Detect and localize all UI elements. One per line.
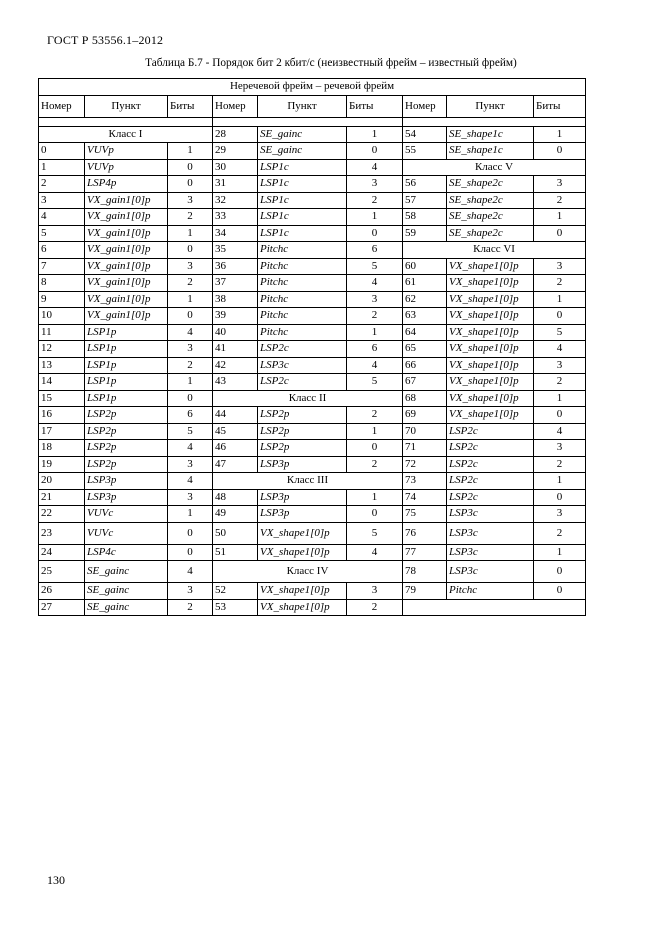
bit-index: 5: [168, 423, 213, 440]
bit-index: 3: [168, 192, 213, 209]
item-name: LSP1p: [85, 341, 168, 358]
row-number: 52: [213, 583, 258, 600]
table-row: [39, 242, 586, 259]
bit-index: 3: [168, 258, 213, 275]
bit-index: 0: [347, 440, 403, 457]
item-name: VX_gain1[0]p: [85, 225, 168, 242]
bit-index: 3: [168, 583, 213, 600]
bit-index: 2: [534, 275, 586, 292]
row-number: 56: [403, 176, 447, 193]
bit-index: 2: [347, 456, 403, 473]
row-number: 75: [403, 506, 447, 523]
bit-index: 0: [534, 143, 586, 160]
bit-order-table: [38, 78, 586, 616]
row-number: 53: [213, 599, 258, 616]
row-number: 3: [39, 192, 85, 209]
column-header: Номер: [39, 95, 85, 117]
row-number: 17: [39, 423, 85, 440]
table-row: [39, 522, 586, 544]
bit-index: 0: [168, 522, 213, 544]
bit-index: 2: [168, 599, 213, 616]
bit-index: 4: [168, 324, 213, 341]
row-number: 0: [39, 143, 85, 160]
row-number: 47: [213, 456, 258, 473]
item-name: LSP1c: [258, 176, 347, 193]
table-row: [39, 341, 586, 358]
row-number: 62: [403, 291, 447, 308]
row-number: 46: [213, 440, 258, 457]
bit-index: 2: [534, 456, 586, 473]
item-name: LSP1p: [85, 374, 168, 391]
item-name: LSP2c: [258, 374, 347, 391]
table-row: [39, 473, 586, 490]
item-name: SE_shape2c: [447, 192, 534, 209]
table-row: [39, 390, 586, 407]
bit-index: 3: [168, 489, 213, 506]
row-number: 22: [39, 506, 85, 523]
row-number: 11: [39, 324, 85, 341]
item-name: VX_shape1[0]p: [447, 357, 534, 374]
table-row: [39, 440, 586, 457]
item-name: LSP2p: [85, 456, 168, 473]
bit-index: 3: [347, 583, 403, 600]
item-name: LSP3p: [258, 456, 347, 473]
item-name: Pitchc: [258, 324, 347, 341]
table-row: [39, 374, 586, 391]
table-row: [39, 225, 586, 242]
item-name: VX_gain1[0]p: [85, 209, 168, 226]
row-number: 60: [403, 258, 447, 275]
table-row: [39, 407, 586, 424]
row-number: 48: [213, 489, 258, 506]
row-number: 19: [39, 456, 85, 473]
bit-index: 0: [534, 308, 586, 325]
row-number: 40: [213, 324, 258, 341]
item-name: VX_gain1[0]p: [85, 242, 168, 259]
document-header: ГОСТ Р 53556.1–2012: [47, 33, 164, 47]
item-name: LSP3p: [258, 506, 347, 523]
bit-index: 5: [347, 258, 403, 275]
table-row: [39, 324, 586, 341]
row-number: 23: [39, 522, 85, 544]
class-label: Класс I: [39, 126, 213, 143]
item-name: LSP2p: [258, 423, 347, 440]
table-row: [39, 143, 586, 160]
item-name: LSP2c: [447, 456, 534, 473]
bit-index: 0: [534, 561, 586, 583]
bit-index: 5: [534, 324, 586, 341]
bit-index: 3: [168, 456, 213, 473]
row-number: 2: [39, 176, 85, 193]
bit-index: 1: [347, 489, 403, 506]
table-caption: Таблица Б.7 - Порядок бит 2 кбит/с (неизвестный фрейм – известный фрейм): [145, 57, 517, 69]
item-name: LSP1c: [258, 209, 347, 226]
item-name: VX_shape1[0]p: [447, 324, 534, 341]
row-number: 67: [403, 374, 447, 391]
item-name: SE_shape2c: [447, 209, 534, 226]
bit-index: 0: [168, 544, 213, 561]
item-name: LSP3p: [85, 489, 168, 506]
bit-index: 6: [347, 242, 403, 259]
item-name: VX_shape1[0]p: [447, 341, 534, 358]
row-number: 20: [39, 473, 85, 490]
bit-index: 1: [347, 126, 403, 143]
item-name: SE_shape2c: [447, 225, 534, 242]
item-name: LSP3p: [85, 473, 168, 490]
row-number: 8: [39, 275, 85, 292]
item-name: Pitchc: [447, 583, 534, 600]
item-name: LSP2p: [258, 407, 347, 424]
bit-index: 1: [168, 506, 213, 523]
bit-index: 2: [168, 275, 213, 292]
bit-index: 1: [534, 473, 586, 490]
row-number: 4: [39, 209, 85, 226]
row-number: 1: [39, 159, 85, 176]
table-row: [39, 561, 586, 583]
table-row: [39, 544, 586, 561]
item-name: SE_shape1c: [447, 143, 534, 160]
row-number: 70: [403, 423, 447, 440]
item-name: LSP2p: [85, 440, 168, 457]
column-header-row: [39, 95, 586, 117]
bit-index: 1: [534, 390, 586, 407]
row-number: 38: [213, 291, 258, 308]
item-name: LSP2p: [258, 440, 347, 457]
item-name: LSP1c: [258, 225, 347, 242]
table-row: [39, 126, 586, 143]
item-name: LSP3c: [447, 522, 534, 544]
table-row: [39, 489, 586, 506]
class-label: Класс V: [403, 159, 586, 176]
row-number: 50: [213, 522, 258, 544]
row-number: 61: [403, 275, 447, 292]
class-label: Класс VI: [403, 242, 586, 259]
item-name: VUVp: [85, 159, 168, 176]
bit-index: 3: [534, 176, 586, 193]
item-name: SE_gainc: [258, 126, 347, 143]
bit-index: 3: [347, 291, 403, 308]
bit-index: 2: [347, 599, 403, 616]
row-number: 25: [39, 561, 85, 583]
bit-index: 4: [347, 159, 403, 176]
item-name: VX_gain1[0]p: [85, 192, 168, 209]
item-name: VX_shape1[0]p: [447, 291, 534, 308]
bit-index: 4: [168, 473, 213, 490]
row-number: 9: [39, 291, 85, 308]
item-name: LSP1p: [85, 390, 168, 407]
table-row: [39, 423, 586, 440]
bit-index: 2: [347, 308, 403, 325]
bit-index: 1: [347, 324, 403, 341]
table-row: [39, 258, 586, 275]
item-name: VX_gain1[0]p: [85, 308, 168, 325]
bit-index: 3: [347, 176, 403, 193]
bit-index: 0: [347, 143, 403, 160]
row-number: 13: [39, 357, 85, 374]
item-name: VX_shape1[0]p: [258, 599, 347, 616]
row-number: 77: [403, 544, 447, 561]
item-name: LSP1p: [85, 357, 168, 374]
row-number: 63: [403, 308, 447, 325]
bit-index: 1: [534, 291, 586, 308]
table-row: [39, 159, 586, 176]
separator-row: [39, 117, 586, 126]
item-name: VUVp: [85, 143, 168, 160]
table-row: [39, 583, 586, 600]
bit-index: 4: [168, 440, 213, 457]
item-name: SE_gainc: [85, 599, 168, 616]
class-label: Класс III: [213, 473, 403, 490]
item-name: VX_shape1[0]p: [258, 522, 347, 544]
bit-index: 0: [534, 407, 586, 424]
empty-cell: [403, 599, 586, 616]
row-number: 64: [403, 324, 447, 341]
bit-index: 2: [168, 357, 213, 374]
row-number: 12: [39, 341, 85, 358]
row-number: 57: [403, 192, 447, 209]
bit-index: 1: [347, 423, 403, 440]
bit-index: 1: [534, 209, 586, 226]
item-name: LSP1c: [258, 159, 347, 176]
column-header: Биты: [534, 95, 586, 117]
bit-index: 5: [347, 522, 403, 544]
column-header: Биты: [347, 95, 403, 117]
column-header: Пункт: [258, 95, 347, 117]
row-number: 69: [403, 407, 447, 424]
bit-index: 0: [347, 506, 403, 523]
bit-index: 0: [534, 583, 586, 600]
row-number: 76: [403, 522, 447, 544]
bit-index: 4: [347, 544, 403, 561]
bit-index: 1: [168, 374, 213, 391]
row-number: 79: [403, 583, 447, 600]
bit-index: 0: [534, 225, 586, 242]
item-name: LSP3p: [258, 489, 347, 506]
item-name: SE_shape1c: [447, 126, 534, 143]
item-name: VX_shape1[0]p: [447, 374, 534, 391]
table-row: [39, 357, 586, 374]
item-name: VX_shape1[0]p: [447, 308, 534, 325]
item-name: SE_shape2c: [447, 176, 534, 193]
item-name: LSP2c: [447, 473, 534, 490]
row-number: 33: [213, 209, 258, 226]
item-name: VX_shape1[0]p: [447, 275, 534, 292]
bit-index: 2: [347, 407, 403, 424]
item-name: LSP4p: [85, 176, 168, 193]
row-number: 54: [403, 126, 447, 143]
bit-index: 2: [168, 209, 213, 226]
bit-index: 2: [534, 522, 586, 544]
row-number: 41: [213, 341, 258, 358]
class-label: Класс IV: [213, 561, 403, 583]
bit-index: 1: [347, 209, 403, 226]
item-name: SE_gainc: [258, 143, 347, 160]
item-name: LSP2p: [85, 407, 168, 424]
row-number: 21: [39, 489, 85, 506]
row-number: 73: [403, 473, 447, 490]
column-header: Биты: [168, 95, 213, 117]
class-label: Класс II: [213, 390, 403, 407]
item-name: LSP3c: [447, 506, 534, 523]
item-name: LSP2c: [447, 423, 534, 440]
item-name: LSP3c: [258, 357, 347, 374]
page-number: 130: [47, 873, 65, 887]
bit-index: 3: [534, 258, 586, 275]
item-name: Pitchc: [258, 275, 347, 292]
row-number: 24: [39, 544, 85, 561]
item-name: VX_shape1[0]p: [447, 258, 534, 275]
row-number: 14: [39, 374, 85, 391]
row-number: 27: [39, 599, 85, 616]
item-name: VUVc: [85, 506, 168, 523]
item-name: VUVc: [85, 522, 168, 544]
row-number: 7: [39, 258, 85, 275]
bit-index: 0: [168, 390, 213, 407]
bit-index: 4: [168, 561, 213, 583]
row-number: 34: [213, 225, 258, 242]
bit-index: 1: [168, 225, 213, 242]
row-number: 58: [403, 209, 447, 226]
row-number: 6: [39, 242, 85, 259]
row-number: 31: [213, 176, 258, 193]
row-number: 55: [403, 143, 447, 160]
row-number: 66: [403, 357, 447, 374]
bit-index: 3: [168, 341, 213, 358]
row-number: 43: [213, 374, 258, 391]
row-number: 68: [403, 390, 447, 407]
bit-index: 3: [534, 357, 586, 374]
bit-index: 0: [347, 225, 403, 242]
bit-index: 6: [168, 407, 213, 424]
bit-index: 2: [534, 192, 586, 209]
item-name: VX_shape1[0]p: [258, 583, 347, 600]
row-number: 51: [213, 544, 258, 561]
bit-index: 3: [534, 506, 586, 523]
item-name: Pitchc: [258, 308, 347, 325]
item-name: Pitchc: [258, 242, 347, 259]
row-number: 59: [403, 225, 447, 242]
row-number: 30: [213, 159, 258, 176]
bit-index: 1: [534, 544, 586, 561]
bit-index: 2: [347, 192, 403, 209]
item-name: LSP1c: [258, 192, 347, 209]
row-number: 49: [213, 506, 258, 523]
row-number: 32: [213, 192, 258, 209]
row-number: 72: [403, 456, 447, 473]
row-number: 36: [213, 258, 258, 275]
item-name: LSP4c: [85, 544, 168, 561]
column-header: Номер: [213, 95, 258, 117]
table-group-title: Неречевой фрейм – речевой фрейм: [39, 79, 586, 96]
bit-index: 1: [168, 291, 213, 308]
row-number: 5: [39, 225, 85, 242]
item-name: SE_gainc: [85, 583, 168, 600]
item-name: SE_gainc: [85, 561, 168, 583]
table-row: [39, 209, 586, 226]
row-number: 37: [213, 275, 258, 292]
bit-index: 0: [534, 489, 586, 506]
bit-index: 4: [534, 423, 586, 440]
bit-index: 3: [534, 440, 586, 457]
bit-index: 5: [347, 374, 403, 391]
table-row: [39, 308, 586, 325]
row-number: 74: [403, 489, 447, 506]
row-number: 29: [213, 143, 258, 160]
table-row: [39, 192, 586, 209]
table-row: [39, 599, 586, 616]
bit-index: 2: [534, 374, 586, 391]
bit-index: 4: [347, 357, 403, 374]
row-number: 78: [403, 561, 447, 583]
bit-index: 0: [168, 176, 213, 193]
bit-index: 4: [347, 275, 403, 292]
row-number: 35: [213, 242, 258, 259]
item-name: VX_shape1[0]p: [258, 544, 347, 561]
table-row: [39, 456, 586, 473]
bit-index: 0: [168, 242, 213, 259]
item-name: VX_shape1[0]p: [447, 390, 534, 407]
item-name: LSP3c: [447, 544, 534, 561]
column-header: Номер: [403, 95, 447, 117]
item-name: LSP2c: [447, 440, 534, 457]
item-name: VX_gain1[0]p: [85, 275, 168, 292]
row-number: 42: [213, 357, 258, 374]
table-row: [39, 275, 586, 292]
item-name: LSP2c: [447, 489, 534, 506]
item-name: VX_gain1[0]p: [85, 291, 168, 308]
table-row: [39, 506, 586, 523]
bit-index: 1: [534, 126, 586, 143]
column-header: Пункт: [85, 95, 168, 117]
item-name: Pitchc: [258, 258, 347, 275]
item-name: VX_gain1[0]p: [85, 258, 168, 275]
row-number: 15: [39, 390, 85, 407]
row-number: 26: [39, 583, 85, 600]
row-number: 18: [39, 440, 85, 457]
item-name: LSP3c: [447, 561, 534, 583]
row-number: 28: [213, 126, 258, 143]
item-name: LSP2p: [85, 423, 168, 440]
bit-index: 0: [168, 159, 213, 176]
table-row: [39, 291, 586, 308]
bit-index: 6: [347, 341, 403, 358]
row-number: 71: [403, 440, 447, 457]
item-name: VX_shape1[0]p: [447, 407, 534, 424]
bit-index: 4: [534, 341, 586, 358]
bit-index: 0: [168, 308, 213, 325]
bit-index: 1: [168, 143, 213, 160]
row-number: 10: [39, 308, 85, 325]
row-number: 44: [213, 407, 258, 424]
column-header: Пункт: [447, 95, 534, 117]
row-number: 39: [213, 308, 258, 325]
row-number: 45: [213, 423, 258, 440]
item-name: Pitchc: [258, 291, 347, 308]
row-number: 16: [39, 407, 85, 424]
row-number: 65: [403, 341, 447, 358]
table-row: [39, 176, 586, 193]
item-name: LSP1p: [85, 324, 168, 341]
item-name: LSP2c: [258, 341, 347, 358]
